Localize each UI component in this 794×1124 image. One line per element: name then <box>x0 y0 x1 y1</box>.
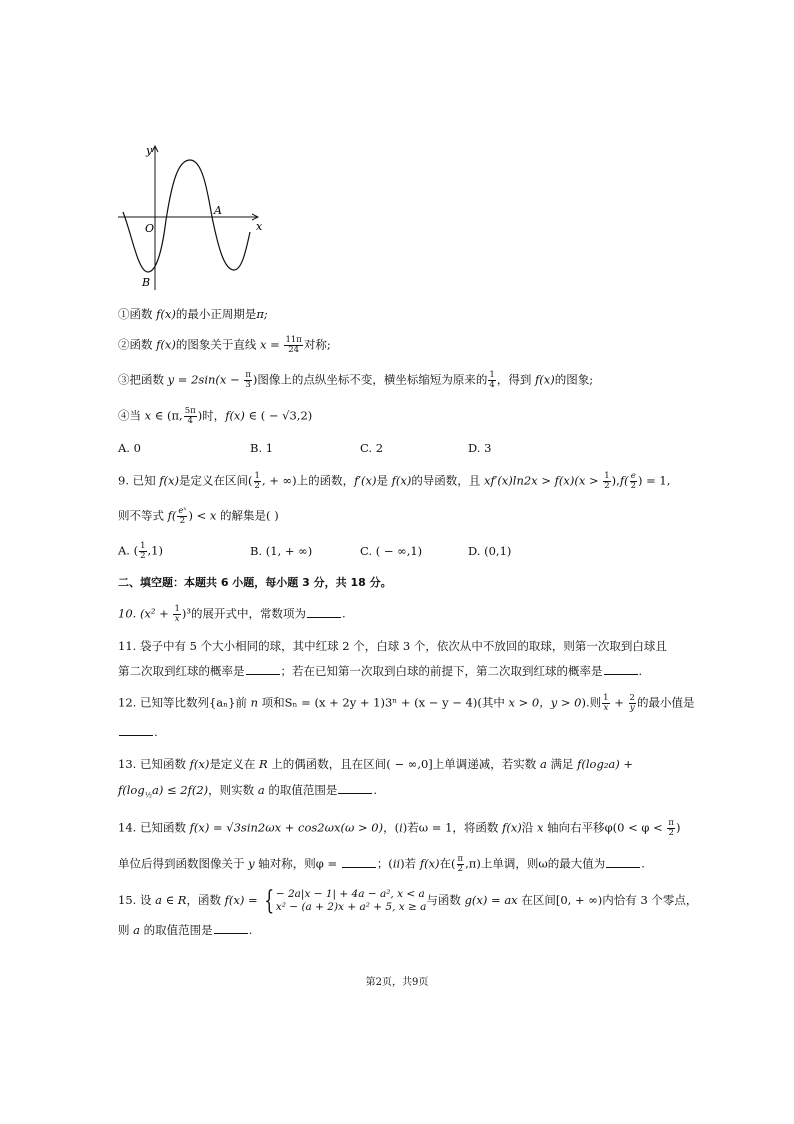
q13-line-1: 13. 已知函数 f(x)是定义在 R 上的偶函数，且在区间( − ∞,0]上单调递减，若实数 a 满足 f(log₂a) + <box>118 757 634 771</box>
q9-option-a[interactable]: A. ( $\frac{1}{2}$ ,1) <box>118 541 163 561</box>
q8-option-c[interactable]: C. 2 <box>360 441 384 455</box>
point-b-label: B <box>142 276 151 289</box>
fraction: $\frac{\text{eˣ}}{2}$ <box>178 506 187 526</box>
q9-line-2: 则不等式 f( $\frac{\text{eˣ}}{2}$ ) < x 的解集是( ) <box>118 506 279 526</box>
fraction: $\frac{1}{4}$ <box>489 370 495 390</box>
q12-line-2: . <box>118 724 158 740</box>
answer-blank-1[interactable] <box>342 857 376 868</box>
q12-line-1: 12. 已知等比数列{aₙ}前 n 项和Sₙ = (x + 2y + 1)3ⁿ + (x − y − 4)(其中 x > 0，y > 0).则 $\frac{1}{x}$ + $\frac{2}{y}$ 的最小值是 <box>118 693 695 713</box>
q11-line-1: 11. 袋子中有 5 个大小相同的球，其中红球 2 个，白球 3 个，依次从中不放回的取球，则第一次取到白球且 <box>118 639 667 653</box>
q9-option-d[interactable]: D. (0,1) <box>468 544 512 558</box>
y-axis <box>152 146 158 290</box>
fraction: $\frac{\pi}{3}$ <box>245 370 251 390</box>
fraction: $\frac{1}{2}$ <box>604 471 610 491</box>
q10-line: 10. (x² + $\frac{1}{x}$ )³的展开式中，常数项为 . <box>118 604 346 624</box>
q8-option-b[interactable]: B. 1 <box>250 441 274 455</box>
q8-statement-3: ③把函数 y = 2sin(x − $\frac{\pi}{3}$ )图像上的点纵坐标不变，横坐标缩短为原来的 $\frac{1}{4}$ ，得到 f(x)的图象; <box>118 370 594 390</box>
circle-one-mark: ① <box>118 307 130 321</box>
q9-option-c[interactable]: C. ( − ∞,1) <box>360 544 423 558</box>
q8-option-d[interactable]: D. 3 <box>468 441 492 455</box>
answer-blank[interactable] <box>338 783 372 794</box>
page-footer: 第2页，共9页 <box>365 977 429 988</box>
fraction: $\frac{\pi}{2}$ <box>457 854 464 874</box>
q11-line-2: 第二次取到红球的概率是 ；若在已知第一次取到白球的前提下，第二次取到红球的概率是 . <box>118 664 643 678</box>
fraction: $\frac{\pi}{2}$ <box>668 818 675 838</box>
fraction: $\frac{2}{y}$ <box>629 693 635 713</box>
circle-four-mark: ④ <box>118 408 130 423</box>
x-axis-label: x <box>256 220 263 233</box>
sine-graph <box>110 140 270 300</box>
q15-line-1: 15. 设 a ∈ R，函数 f(x) = { − 2a|x − 1| + 4a − a², x < a x² − (a + 2)x + a² + 5, x ≥ a 与函数 g(x) = ax 在区间[0, + ∞)内恰有 3 个零点， <box>118 886 698 916</box>
answer-blank[interactable] <box>307 607 341 618</box>
fraction: $\frac{11\pi}{24}$ <box>285 335 302 355</box>
answer-blank[interactable] <box>119 725 153 736</box>
q8-statement-4: ④当 x ∈ (π, $\frac{5\pi}{4}$ )时，f(x) ∈ ( − √3,2) <box>118 406 313 426</box>
circle-three-mark: ③ <box>118 372 130 387</box>
fraction: $\frac{1}{x}$ <box>174 604 180 624</box>
circle-two-mark: ② <box>118 337 130 352</box>
fraction: $\frac{1}{2}$ <box>140 541 146 561</box>
q14-line-2: 单位后得到函数图像关于 y 轴对称，则φ = ；(ii)若 f(x)在( $\frac{\pi}{2}$ ,π)上单调，则ω的最大值为 . <box>118 854 645 874</box>
section-2-title: 二、填空题：本题共 6 小题，每小题 3 分，共 18 分。 <box>118 576 392 589</box>
q15-line-2: 则 a 的取值范围是 . <box>118 923 253 937</box>
q9-line-1: 9. 已知 f(x)是定义在区间( $\frac{1}{2}$ , + ∞)上的函数，f′(x)是 f(x)的导函数，且 xf′(x)ln2x > f(x)(x > $\frac{1}{2}$ ),f( $\frac{e}{2}$ ) = 1, <box>118 471 671 491</box>
q9-option-b[interactable]: B. (1, + ∞) <box>250 544 313 558</box>
point-a-label: A <box>214 204 222 217</box>
q13-line-2: $f(\log_{\frac{1}{2}}a) \le 2f(2)$，则实数 a 的取值范围是 . <box>118 783 377 800</box>
fraction: $\frac{e}{2}$ <box>630 471 636 491</box>
answer-blank[interactable] <box>214 923 248 934</box>
origin-label: O <box>145 222 155 235</box>
q8-option-a[interactable]: A. 0 <box>118 441 141 455</box>
piecewise-definition: − 2a|x − 1| + 4a − a², x < a x² − (a + 2)x + a² + 5, x ≥ a <box>275 888 427 913</box>
fraction: $\frac{1}{x}$ <box>603 693 609 713</box>
fraction: $\frac{1}{2}$ <box>254 471 260 491</box>
answer-blank-2[interactable] <box>606 857 640 868</box>
sine-curve <box>123 160 250 272</box>
q8-statement-2: ②函数 f(x)的图象关于直线 x = $\frac{11\pi}{24}$ 对称; <box>118 335 331 355</box>
answer-blank-2[interactable] <box>604 664 638 675</box>
x-axis <box>118 214 258 220</box>
y-axis-label: y <box>146 144 153 157</box>
fraction: $\frac{5\pi}{4}$ <box>184 406 196 426</box>
q14-line-1: 14. 已知函数 f(x) = √3sin2ωx + cos2ωx(ω > 0)，(i)若ω = 1，将函数 f(x)沿 x 轴向右平移φ(0 < φ < $\frac{\pi}{2}$ ) <box>118 818 681 838</box>
left-brace: { <box>264 886 275 916</box>
answer-blank-1[interactable] <box>246 664 280 675</box>
q8-statement-1: ①函数 f(x)的最小正周期是π; <box>118 307 268 321</box>
